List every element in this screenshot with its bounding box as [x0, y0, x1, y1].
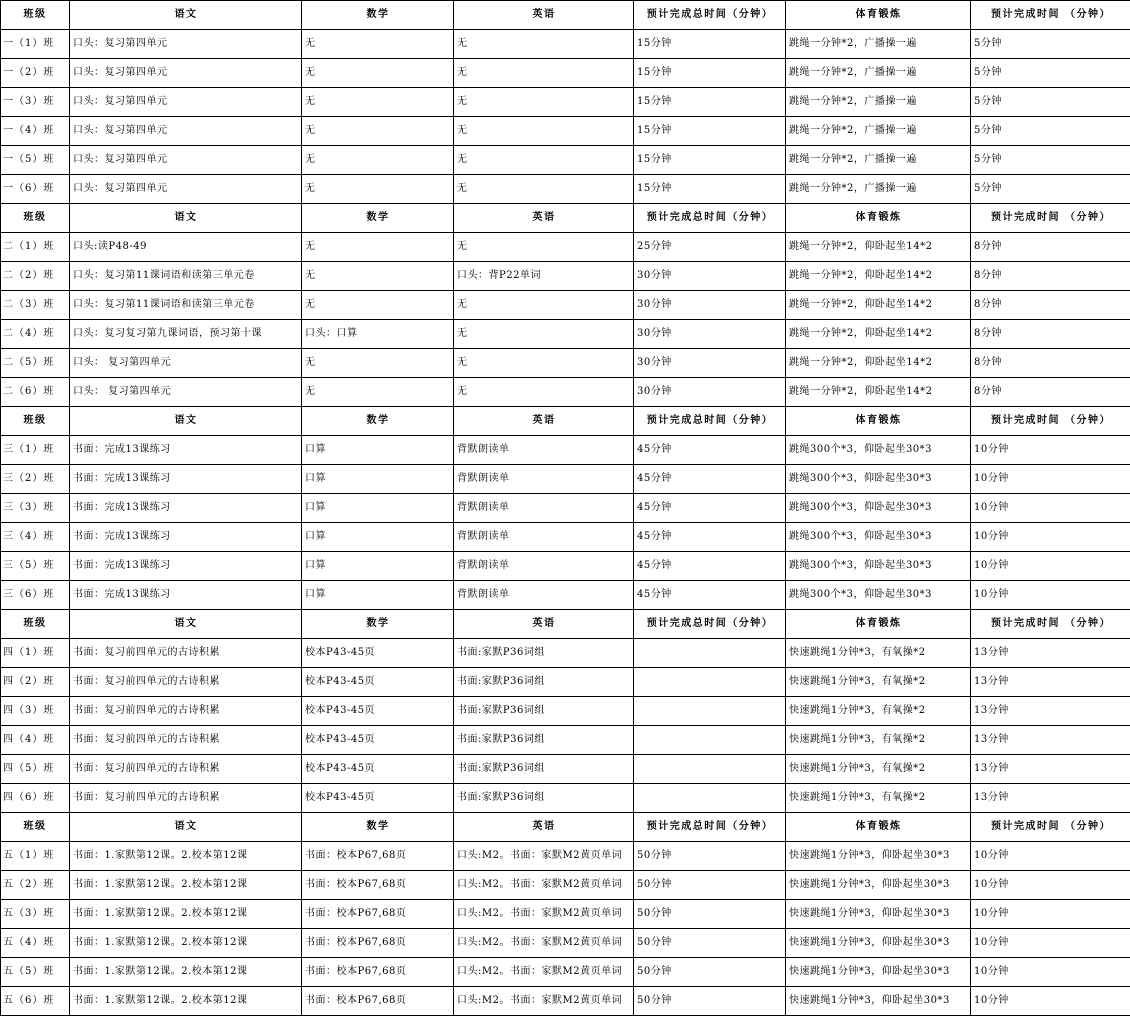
header-total-time: 预计完成总时间（分钟）	[634, 1, 786, 30]
cell-total-time: 15分钟	[634, 117, 786, 146]
cell-pe: 跳绳一分钟*2，仰卧起坐14*2	[786, 291, 971, 320]
cell-class: 二（1）班	[1, 233, 70, 262]
cell-math: 无	[302, 175, 454, 204]
header-row	[1, 204, 1130, 233]
table-row	[1, 871, 1130, 900]
cell-total-time: 50分钟	[634, 987, 786, 1016]
cell-pe-time: 10分钟	[971, 958, 1130, 987]
cell-total-time	[634, 639, 786, 668]
cell-class: 四（5）班	[1, 755, 70, 784]
cell-math: 书面：校本P67,68页	[302, 900, 454, 929]
header-chinese: 语文	[70, 610, 302, 639]
cell-total-time: 15分钟	[634, 30, 786, 59]
cell-total-time: 45分钟	[634, 552, 786, 581]
cell-class: 四（1）班	[1, 639, 70, 668]
cell-math: 无	[302, 88, 454, 117]
cell-class: 二（2）班	[1, 262, 70, 291]
cell-pe-time: 10分钟	[971, 494, 1130, 523]
cell-math: 口算	[302, 465, 454, 494]
table-row	[1, 233, 1130, 262]
cell-pe: 跳绳一分钟*2，仰卧起坐14*2	[786, 378, 971, 407]
table-row	[1, 436, 1130, 465]
header-class: 班级	[1, 204, 70, 233]
header-total-time: 预计完成总时间（分钟）	[634, 813, 786, 842]
cell-english: 口头:M2。书面：家默M2黄页单词	[454, 958, 634, 987]
cell-chinese: 书面：完成13课练习	[70, 552, 302, 581]
cell-pe: 跳绳一分钟*2，广播操一遍	[786, 146, 971, 175]
cell-pe-time: 10分钟	[971, 523, 1130, 552]
header-english: 英语	[454, 610, 634, 639]
cell-pe: 跳绳一分钟*2，仰卧起坐14*2	[786, 262, 971, 291]
cell-pe-time: 13分钟	[971, 668, 1130, 697]
header-pe-time: 预计完成时间 （分钟）	[971, 1, 1130, 30]
cell-pe: 跳绳300个*3，仰卧起坐30*3	[786, 581, 971, 610]
header-class: 班级	[1, 1, 70, 30]
cell-chinese: 书面：完成13课练习	[70, 581, 302, 610]
cell-class: 二（5）班	[1, 349, 70, 378]
cell-english: 书面:家默P36词组	[454, 697, 634, 726]
cell-class: 三（4）班	[1, 523, 70, 552]
cell-math: 口头：口算	[302, 320, 454, 349]
header-class: 班级	[1, 407, 70, 436]
cell-pe-time: 13分钟	[971, 726, 1130, 755]
cell-pe-time: 8分钟	[971, 320, 1130, 349]
cell-pe: 跳绳300个*3，仰卧起坐30*3	[786, 465, 971, 494]
cell-chinese: 书面：复习前四单元的古诗积累	[70, 668, 302, 697]
header-english: 英语	[454, 813, 634, 842]
cell-pe: 快速跳绳1分钟*3，仰卧起坐30*3	[786, 900, 971, 929]
table-row	[1, 262, 1130, 291]
cell-english: 无	[454, 117, 634, 146]
cell-math: 书面：校本P67,68页	[302, 929, 454, 958]
cell-chinese: 书面：复习前四单元的古诗积累	[70, 697, 302, 726]
cell-pe-time: 10分钟	[971, 987, 1130, 1016]
cell-total-time: 45分钟	[634, 494, 786, 523]
cell-total-time	[634, 668, 786, 697]
cell-total-time	[634, 784, 786, 813]
cell-math: 无	[302, 117, 454, 146]
header-chinese: 语文	[70, 1, 302, 30]
cell-english: 口头:M2。书面：家默M2黄页单词	[454, 842, 634, 871]
cell-math: 无	[302, 233, 454, 262]
table-row	[1, 755, 1130, 784]
cell-math: 口算	[302, 552, 454, 581]
cell-class: 一（1）班	[1, 30, 70, 59]
cell-class: 一（6）班	[1, 175, 70, 204]
table-row	[1, 842, 1130, 871]
table-row	[1, 958, 1130, 987]
cell-english: 无	[454, 349, 634, 378]
cell-english: 口头：背P22单词	[454, 262, 634, 291]
header-pe: 体育锻炼	[786, 1, 971, 30]
cell-chinese: 口头：复习第四单元	[70, 175, 302, 204]
cell-chinese: 口头： 复习第四单元	[70, 378, 302, 407]
cell-pe: 快速跳绳1分钟*3，有氧操*2	[786, 784, 971, 813]
table-row	[1, 987, 1130, 1016]
cell-math: 校本P43-45页	[302, 697, 454, 726]
cell-class: 四（3）班	[1, 697, 70, 726]
cell-english: 背默朗读单	[454, 581, 634, 610]
table-row	[1, 784, 1130, 813]
cell-total-time: 30分钟	[634, 320, 786, 349]
cell-math: 书面：校本P67,68页	[302, 958, 454, 987]
cell-chinese: 书面：复习前四单元的古诗积累	[70, 755, 302, 784]
table-row	[1, 726, 1130, 755]
cell-pe-time: 5分钟	[971, 117, 1130, 146]
table-row	[1, 697, 1130, 726]
cell-pe: 快速跳绳1分钟*3，有氧操*2	[786, 639, 971, 668]
cell-pe-time: 10分钟	[971, 900, 1130, 929]
table-row	[1, 59, 1130, 88]
cell-total-time: 30分钟	[634, 291, 786, 320]
cell-pe-time: 8分钟	[971, 233, 1130, 262]
cell-pe-time: 5分钟	[971, 59, 1130, 88]
cell-pe: 快速跳绳1分钟*3，有氧操*2	[786, 755, 971, 784]
cell-class: 四（6）班	[1, 784, 70, 813]
cell-chinese: 口头：复习第四单元	[70, 59, 302, 88]
cell-pe: 跳绳一分钟*2，仰卧起坐14*2	[786, 349, 971, 378]
cell-pe: 快速跳绳1分钟*3，仰卧起坐30*3	[786, 958, 971, 987]
header-pe-time: 预计完成时间 （分钟）	[971, 204, 1130, 233]
cell-pe: 跳绳一分钟*2，广播操一遍	[786, 30, 971, 59]
cell-english: 背默朗读单	[454, 436, 634, 465]
cell-class: 一（5）班	[1, 146, 70, 175]
cell-math: 无	[302, 30, 454, 59]
table-row	[1, 349, 1130, 378]
cell-class: 一（2）班	[1, 59, 70, 88]
table-row	[1, 668, 1130, 697]
cell-math: 口算	[302, 494, 454, 523]
header-pe: 体育锻炼	[786, 407, 971, 436]
cell-chinese: 书面：复习前四单元的古诗积累	[70, 784, 302, 813]
header-total-time: 预计完成总时间（分钟）	[634, 407, 786, 436]
header-math: 数学	[302, 1, 454, 30]
cell-english: 无	[454, 175, 634, 204]
header-row	[1, 610, 1130, 639]
cell-total-time: 15分钟	[634, 146, 786, 175]
cell-english: 书面:家默P36词组	[454, 726, 634, 755]
cell-english: 书面:家默P36词组	[454, 639, 634, 668]
table-row	[1, 552, 1130, 581]
cell-pe: 跳绳300个*3，仰卧起坐30*3	[786, 436, 971, 465]
cell-chinese: 书面：1.家默第12课。2.校本第12课	[70, 987, 302, 1016]
cell-pe: 跳绳一分钟*2，广播操一遍	[786, 175, 971, 204]
cell-pe-time: 10分钟	[971, 581, 1130, 610]
cell-pe: 跳绳一分钟*2，广播操一遍	[786, 117, 971, 146]
cell-english: 无	[454, 233, 634, 262]
cell-math: 书面：校本P67,68页	[302, 987, 454, 1016]
cell-total-time: 15分钟	[634, 59, 786, 88]
cell-math: 口算	[302, 581, 454, 610]
cell-total-time	[634, 726, 786, 755]
table-row	[1, 291, 1130, 320]
header-math: 数学	[302, 407, 454, 436]
header-class: 班级	[1, 813, 70, 842]
cell-class: 四（4）班	[1, 726, 70, 755]
cell-class: 一（3）班	[1, 88, 70, 117]
cell-math: 校本P43-45页	[302, 726, 454, 755]
cell-pe: 快速跳绳1分钟*3，有氧操*2	[786, 697, 971, 726]
header-math: 数学	[302, 610, 454, 639]
cell-pe-time: 5分钟	[971, 175, 1130, 204]
cell-english: 无	[454, 320, 634, 349]
cell-pe: 跳绳一分钟*2，广播操一遍	[786, 59, 971, 88]
cell-total-time: 45分钟	[634, 436, 786, 465]
cell-pe: 跳绳一分钟*2，广播操一遍	[786, 88, 971, 117]
cell-math: 书面：校本P67,68页	[302, 871, 454, 900]
cell-english: 无	[454, 30, 634, 59]
cell-pe-time: 13分钟	[971, 639, 1130, 668]
cell-pe: 跳绳一分钟*2，仰卧起坐14*2	[786, 320, 971, 349]
table-row	[1, 117, 1130, 146]
cell-chinese: 书面：完成13课练习	[70, 494, 302, 523]
cell-math: 无	[302, 349, 454, 378]
cell-total-time	[634, 755, 786, 784]
cell-total-time: 45分钟	[634, 523, 786, 552]
cell-math: 无	[302, 378, 454, 407]
cell-pe-time: 8分钟	[971, 378, 1130, 407]
cell-total-time: 50分钟	[634, 958, 786, 987]
header-pe: 体育锻炼	[786, 610, 971, 639]
cell-pe: 快速跳绳1分钟*3，仰卧起坐30*3	[786, 871, 971, 900]
cell-total-time	[634, 697, 786, 726]
table-row	[1, 581, 1130, 610]
cell-pe: 快速跳绳1分钟*3，仰卧起坐30*3	[786, 987, 971, 1016]
table-row	[1, 639, 1130, 668]
header-english: 英语	[454, 1, 634, 30]
table-row	[1, 494, 1130, 523]
cell-chinese: 书面：复习前四单元的古诗积累	[70, 726, 302, 755]
cell-english: 无	[454, 291, 634, 320]
table-row	[1, 900, 1130, 929]
cell-pe-time: 13分钟	[971, 697, 1130, 726]
cell-english: 无	[454, 59, 634, 88]
cell-math: 校本P43-45页	[302, 755, 454, 784]
cell-class: 五（6）班	[1, 987, 70, 1016]
cell-class: 四（2）班	[1, 668, 70, 697]
cell-pe: 快速跳绳1分钟*3，有氧操*2	[786, 726, 971, 755]
header-english: 英语	[454, 204, 634, 233]
table-row	[1, 929, 1130, 958]
table-row	[1, 175, 1130, 204]
cell-chinese: 书面：1.家默第12课。2.校本第12课	[70, 871, 302, 900]
cell-class: 二（6）班	[1, 378, 70, 407]
header-chinese: 语文	[70, 813, 302, 842]
cell-math: 校本P43-45页	[302, 668, 454, 697]
cell-chinese: 书面：完成13课练习	[70, 465, 302, 494]
cell-pe-time: 10分钟	[971, 842, 1130, 871]
table-row	[1, 378, 1130, 407]
header-total-time: 预计完成总时间（分钟）	[634, 204, 786, 233]
cell-pe-time: 5分钟	[971, 30, 1130, 59]
cell-class: 五（2）班	[1, 871, 70, 900]
cell-pe: 快速跳绳1分钟*3，仰卧起坐30*3	[786, 929, 971, 958]
cell-chinese: 口头：复习第11课词语和读第三单元卷	[70, 291, 302, 320]
cell-pe-time: 5分钟	[971, 146, 1130, 175]
cell-pe-time: 13分钟	[971, 784, 1130, 813]
cell-total-time: 15分钟	[634, 88, 786, 117]
header-pe-time: 预计完成时间 （分钟）	[971, 813, 1130, 842]
cell-chinese: 口头:读P48-49	[70, 233, 302, 262]
cell-class: 三（2）班	[1, 465, 70, 494]
cell-english: 口头:M2。书面：家默M2黄页单词	[454, 900, 634, 929]
cell-total-time: 30分钟	[634, 378, 786, 407]
cell-pe-time: 8分钟	[971, 262, 1130, 291]
cell-total-time: 50分钟	[634, 900, 786, 929]
cell-pe-time: 5分钟	[971, 88, 1130, 117]
cell-math: 书面：校本P67,68页	[302, 842, 454, 871]
cell-english: 背默朗读单	[454, 552, 634, 581]
cell-math: 无	[302, 262, 454, 291]
cell-english: 背默朗读单	[454, 465, 634, 494]
cell-total-time: 50分钟	[634, 929, 786, 958]
cell-total-time: 50分钟	[634, 842, 786, 871]
homework-table-body	[1, 1, 1130, 1016]
cell-english: 无	[454, 88, 634, 117]
cell-chinese: 书面：1.家默第12课。2.校本第12课	[70, 900, 302, 929]
cell-pe-time: 10分钟	[971, 552, 1130, 581]
header-chinese: 语文	[70, 407, 302, 436]
cell-math: 校本P43-45页	[302, 784, 454, 813]
cell-class: 三（5）班	[1, 552, 70, 581]
cell-pe: 快速跳绳1分钟*3，仰卧起坐30*3	[786, 842, 971, 871]
cell-class: 三（6）班	[1, 581, 70, 610]
cell-chinese: 口头：复习第四单元	[70, 88, 302, 117]
cell-english: 无	[454, 378, 634, 407]
cell-math: 无	[302, 291, 454, 320]
cell-chinese: 书面：1.家默第12课。2.校本第12课	[70, 842, 302, 871]
cell-chinese: 口头：复习第四单元	[70, 30, 302, 59]
cell-class: 五（3）班	[1, 900, 70, 929]
cell-chinese: 口头：复习第四单元	[70, 146, 302, 175]
cell-total-time: 45分钟	[634, 465, 786, 494]
cell-english: 书面:家默P36词组	[454, 755, 634, 784]
cell-english: 无	[454, 146, 634, 175]
cell-english: 口头:M2。书面：家默M2黄页单词	[454, 929, 634, 958]
cell-pe-time: 13分钟	[971, 755, 1130, 784]
cell-chinese: 书面：完成13课练习	[70, 436, 302, 465]
cell-total-time: 50分钟	[634, 871, 786, 900]
cell-english: 背默朗读单	[454, 494, 634, 523]
cell-chinese: 书面：1.家默第12课。2.校本第12课	[70, 958, 302, 987]
cell-pe-time: 10分钟	[971, 436, 1130, 465]
cell-chinese: 口头：复习复习第九课词语，预习第十课	[70, 320, 302, 349]
cell-english: 口头:M2。书面：家默M2黄页单词	[454, 871, 634, 900]
cell-class: 二（4）班	[1, 320, 70, 349]
header-pe: 体育锻炼	[786, 813, 971, 842]
table-row	[1, 146, 1130, 175]
cell-pe: 跳绳300个*3，仰卧起坐30*3	[786, 523, 971, 552]
table-row	[1, 30, 1130, 59]
cell-math: 校本P43-45页	[302, 639, 454, 668]
header-pe-time: 预计完成时间 （分钟）	[971, 407, 1130, 436]
header-total-time: 预计完成总时间（分钟）	[634, 610, 786, 639]
cell-chinese: 口头： 复习第四单元	[70, 349, 302, 378]
cell-total-time: 25分钟	[634, 233, 786, 262]
cell-math: 无	[302, 146, 454, 175]
cell-pe-time: 10分钟	[971, 871, 1130, 900]
cell-chinese: 书面：复习前四单元的古诗积累	[70, 639, 302, 668]
cell-total-time: 15分钟	[634, 175, 786, 204]
header-row	[1, 407, 1130, 436]
header-class: 班级	[1, 610, 70, 639]
table-row	[1, 465, 1130, 494]
cell-english: 口头:M2。书面：家默M2黄页单词	[454, 987, 634, 1016]
cell-chinese: 书面：1.家默第12课。2.校本第12课	[70, 929, 302, 958]
cell-pe: 快速跳绳1分钟*3，有氧操*2	[786, 668, 971, 697]
cell-class: 二（3）班	[1, 291, 70, 320]
table-row	[1, 320, 1130, 349]
header-row	[1, 813, 1130, 842]
header-row	[1, 1, 1130, 30]
header-pe-time: 预计完成时间 （分钟）	[971, 610, 1130, 639]
cell-math: 口算	[302, 523, 454, 552]
cell-chinese: 书面：完成13课练习	[70, 523, 302, 552]
header-math: 数学	[302, 204, 454, 233]
cell-pe-time: 8分钟	[971, 291, 1130, 320]
cell-pe: 跳绳300个*3，仰卧起坐30*3	[786, 494, 971, 523]
cell-english: 书面:家默P36词组	[454, 784, 634, 813]
cell-class: 五（5）班	[1, 958, 70, 987]
header-pe: 体育锻炼	[786, 204, 971, 233]
cell-chinese: 口头：复习第四单元	[70, 117, 302, 146]
cell-pe: 跳绳一分钟*2，仰卧起坐14*2	[786, 233, 971, 262]
cell-english: 背默朗读单	[454, 523, 634, 552]
cell-math: 口算	[302, 436, 454, 465]
cell-pe-time: 10分钟	[971, 465, 1130, 494]
cell-class: 三（1）班	[1, 436, 70, 465]
cell-class: 一（4）班	[1, 117, 70, 146]
cell-total-time: 45分钟	[634, 581, 786, 610]
cell-pe-time: 10分钟	[971, 929, 1130, 958]
cell-english: 书面:家默P36词组	[454, 668, 634, 697]
cell-total-time: 30分钟	[634, 262, 786, 291]
table-row	[1, 523, 1130, 552]
header-math: 数学	[302, 813, 454, 842]
header-chinese: 语文	[70, 204, 302, 233]
cell-class: 五（1）班	[1, 842, 70, 871]
cell-class: 五（4）班	[1, 929, 70, 958]
table-row	[1, 88, 1130, 117]
header-english: 英语	[454, 407, 634, 436]
cell-pe-time: 8分钟	[971, 349, 1130, 378]
cell-total-time: 30分钟	[634, 349, 786, 378]
cell-math: 无	[302, 59, 454, 88]
cell-chinese: 口头：复习第11课词语和读第三单元卷	[70, 262, 302, 291]
cell-class: 三（3）班	[1, 494, 70, 523]
cell-pe: 跳绳300个*3，仰卧起坐30*3	[786, 552, 971, 581]
